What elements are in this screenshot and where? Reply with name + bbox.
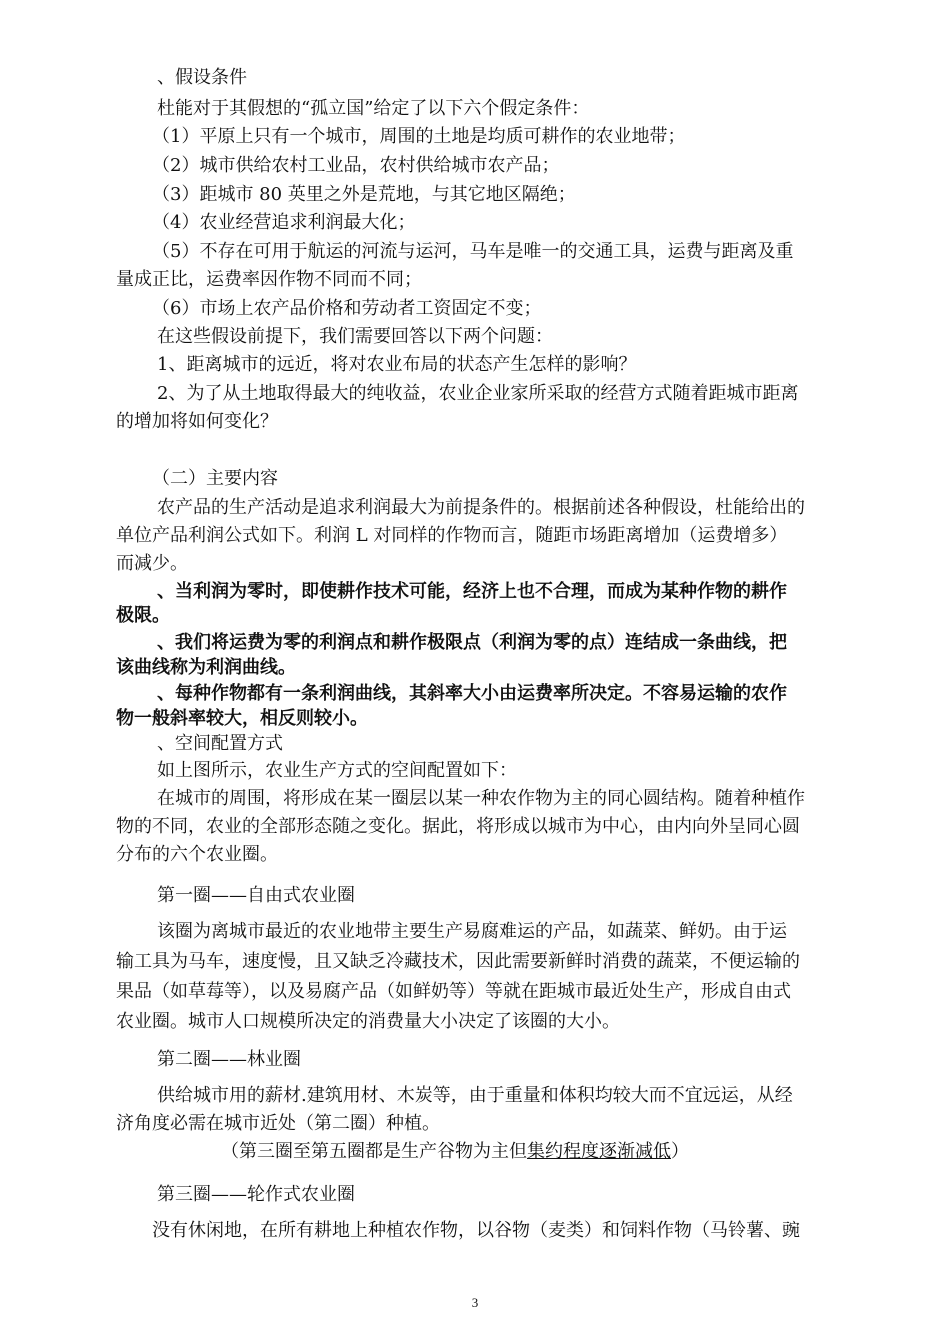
condition-5-cont: 量成正比，运费率因作物不同而不同； [116,269,422,290]
main-para-line-3: 而减少。 [116,553,188,574]
circle-1-line-4: 农业圈。城市人口规模所决定的消费量大小决定了该圈的大小。 [116,1011,620,1032]
bold-point-3-cont: 物一般斜率较大，相反则较小。 [116,708,368,729]
circle-1-title: 第一圈——自由式农业圈 [157,885,355,906]
condition-5: （5）不存在可用于航运的河流与运河，马车是唯一的交通工具，运费与距离及重 [152,241,794,262]
bold-point-2: 、我们将运费为零的利润点和耕作极限点（利润为零的点）连结成一条曲线，把 [157,632,787,653]
circle-note-prefix: （第三圈至第五圈都是生产谷物为主但 [221,1141,527,1162]
question-2-cont: 的增加将如何变化？ [116,411,278,432]
section-heading-main-content: （二）主要内容 [152,468,278,489]
condition-2: （2）城市供给农村工业品，农村供给城市农产品； [152,155,560,176]
circle-3-title: 第三圈——轮作式农业圈 [157,1184,355,1205]
main-para-line-1: 农产品的生产活动是追求利润最大为前提条件的。根据前述各种假设，杜能给出的 [157,497,805,518]
questions-intro: 在这些假设前提下，我们需要回答以下两个问题： [157,326,553,347]
circle-2-line-2: 济角度必需在城市近处（第二圈）种植。 [116,1113,440,1134]
question-1: 1、距离城市的远近，将对农业布局的状态产生怎样的影响？ [157,354,637,375]
circle-1-line-1: 该圈为离城市最近的农业地带主要生产易腐难运的产品，如蔬菜、鲜奶。由于运 [157,921,787,942]
condition-6: （6）市场上农产品价格和劳动者工资固定不变； [152,298,542,319]
bold-point-1-cont: 极限。 [116,605,170,626]
spatial-para-line-3: 分布的六个农业圈。 [116,844,278,865]
bold-point-3: 、每种作物都有一条利润曲线，其斜率大小由运费率所决定。不容易运输的农作 [157,683,787,704]
spatial-para-line-1: 在城市的周围，将形成在某一圈层以某一种农作物为主的同心圆结构。随着种植作 [157,788,805,809]
spatial-para-line-2: 物的不同，农业的全部形态随之变化。据此，将形成以城市为中心，由内向外呈同心圆 [116,816,800,837]
circle-2-line-1: 供给城市用的薪材.建筑用材、木炭等，由于重量和体积均较大而不宜远运，从经 [157,1085,793,1106]
main-para-line-2: 单位产品利润公式如下。利润 L 对同样的作物而言，随距市场距离增加（运费增多） [116,525,788,546]
question-2: 2、为了从土地取得最大的纯收益，农业企业家所采取的经营方式随着距城市距离 [157,383,799,404]
bold-point-2-cont: 该曲线称为利润曲线。 [116,657,296,678]
page-number: 3 [471,1295,479,1310]
section-heading-assumptions: 、假设条件 [157,67,247,88]
circle-note [221,1140,689,1164]
circle-1-line-2: 输工具为马车，速度慢，且又缺乏冷藏技术，因此需要新鲜时消费的蔬菜，不便运输的 [116,951,800,972]
condition-4: （4）农业经营追求利润最大化； [152,212,416,233]
spatial-intro: 如上图所示，农业生产方式的空间配置如下： [157,760,517,781]
circle-note-suffix: ） [671,1141,689,1162]
circle-note-underlined: 集约程度逐渐减低 [527,1141,671,1162]
bold-point-1: 、当利润为零时，即使耕作技术可能，经济上也不合理，而成为某种作物的耕作 [157,581,787,602]
circle-1-line-3: 果品（如草莓等），以及易腐产品（如鲜奶等）等就在距城市最近处生产，形成自由式 [116,981,791,1002]
condition-1: （1）平原上只有一个城市，周围的土地是均质可耕作的农业地带； [152,126,686,147]
assumptions-intro: 杜能对于其假想的“孤立国”给定了以下六个假定条件： [157,98,590,119]
circle-2-title: 第二圈——林业圈 [157,1049,301,1070]
condition-3: （3）距城市 80 英里之外是荒地，与其它地区隔绝； [152,184,576,205]
circle-3-line-1: 没有休闲地，在所有耕地上种植农作物，以谷物（麦类）和饲料作物（马铃薯、豌 [152,1220,800,1241]
spatial-heading: 、空间配置方式 [157,733,283,754]
